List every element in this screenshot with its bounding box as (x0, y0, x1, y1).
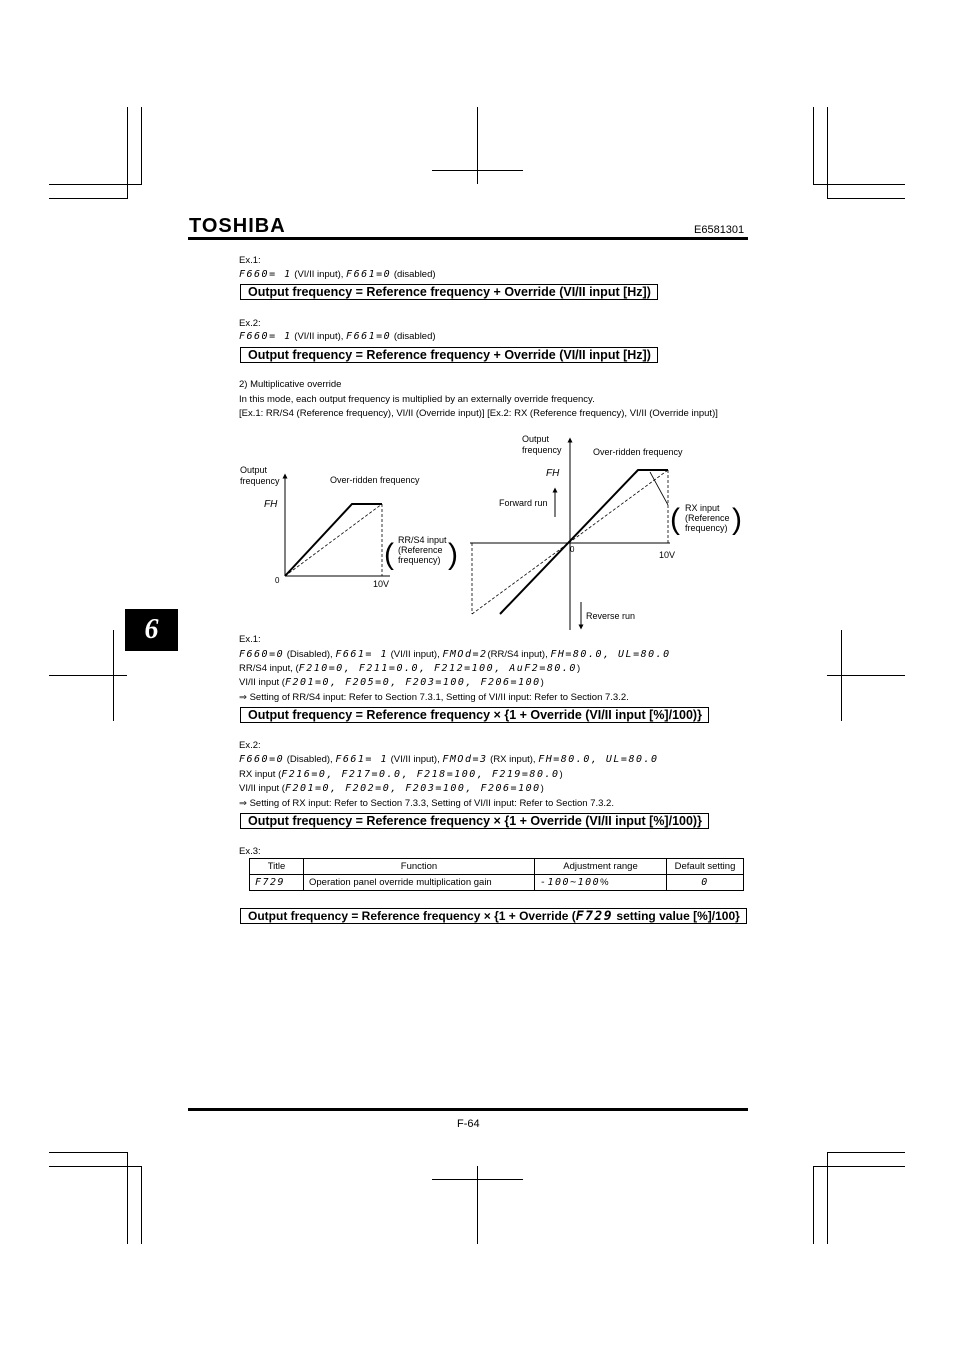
paren-open: ( (384, 538, 394, 571)
fh-label: FH (264, 499, 278, 510)
param-code: FMOd=3 (442, 754, 488, 765)
param-code: F661 (346, 269, 377, 280)
paren-open: ( (670, 503, 680, 536)
chapter-tab: 6 (125, 609, 178, 651)
param-value: = 1 (269, 269, 292, 280)
mult-heading: 2) Multiplicative override (239, 379, 342, 390)
ex2b-reference: ⇒ Setting of RX input: Refer to Section 7.3.3, Setting of VI/II input: Refer to Section 7.3.2. (239, 798, 614, 809)
param-code: F660 (239, 269, 270, 280)
mult-examples: [Ex.1: RR/S4 (Reference frequency), VI/II (Override input)] [Ex.2: RX (Reference frequency), VI/II (Override input)] (239, 408, 718, 419)
ex2b-line2 (239, 769, 563, 781)
cell-default: 0 (667, 875, 744, 891)
origin-label: 0 (570, 545, 575, 554)
param-text: ) (559, 769, 563, 780)
y-label-2: frequency (522, 445, 562, 455)
forward-label: Forward run (499, 498, 548, 508)
ex2a-formula-box: Output frequency = Reference frequency + Override (VI/II input [Hz]) (240, 347, 658, 363)
paren-close: ) (448, 538, 458, 571)
param-text: ) (576, 663, 581, 674)
param-text: (Disabled), (284, 649, 336, 660)
table-row (250, 875, 744, 891)
cell-title: F729 (250, 875, 304, 891)
input-label-3: frequency) (398, 555, 441, 565)
ex1b-reference: ⇒ Setting of RR/S4 input: Refer to Section 7.3.1, Setting of VI/II input: Refer to Section 7.3.2. (239, 692, 629, 703)
graph-rrs4 (230, 458, 470, 598)
mult-description: In this mode, each output frequency is multiplied by an externally override frequency. (239, 394, 595, 405)
input-label-1: RX input (685, 503, 720, 513)
curve-label: Over-ridden frequency (593, 447, 683, 457)
y-label-1: Output (522, 434, 550, 444)
formula-part-b: setting value [%]/100} (613, 909, 740, 923)
reference-line (285, 504, 382, 576)
document-id: E6581301 (694, 224, 745, 236)
cell-function: Operation panel override multiplication gain (304, 875, 535, 891)
param-text: (disabled) (391, 331, 436, 342)
ex2a-label: Ex.2: (239, 318, 261, 329)
input-label-1: RR/S4 input (398, 535, 447, 545)
ex2b-line3 (239, 783, 544, 795)
param-value: =0 (376, 331, 392, 342)
param-text: VI/II input ( (239, 677, 285, 688)
ex1b-label: Ex.1: (239, 634, 261, 645)
col-title: Title (250, 859, 304, 875)
brand-logo: TOSHIBA (189, 215, 286, 237)
param-text: ) (540, 783, 544, 794)
graph-rx (460, 430, 750, 635)
param-code: F660 (239, 331, 270, 342)
y-label-1: Output (240, 465, 268, 475)
origin-label: 0 (275, 576, 280, 585)
param-text: (VI/II input), (388, 754, 443, 765)
paren-close: ) (732, 503, 742, 536)
header-rule (188, 237, 748, 240)
param-code: F661= 1 (335, 649, 388, 660)
formula-param: F729 (575, 909, 614, 924)
ex1a-params (239, 269, 436, 281)
param-code: F661= 1 (335, 754, 388, 765)
ex1b-line1 (239, 649, 671, 661)
param-code: F660=0 (239, 649, 285, 660)
range-unit: % (600, 877, 609, 888)
x-max-label: 10V (373, 579, 390, 589)
override-curve (500, 470, 668, 614)
ex1a-formula-box: Output frequency = Reference frequency + Override (VI/II input [Hz]) (240, 284, 658, 300)
param-code: F216=0, F217=0.0, F218=100, F219=80.0 (281, 769, 560, 780)
param-code: F210=0, F211=0.0, F212=100, AuF2=80.0 (298, 663, 577, 674)
fh-label: FH (546, 468, 560, 479)
ex1a-label: Ex.1: (239, 255, 261, 266)
param-text: (RR/S4 input), (487, 649, 551, 660)
input-label-2: (Reference (398, 545, 443, 555)
param-text: (Disabled), (284, 754, 336, 765)
ex2b-line1 (239, 754, 659, 766)
page-number: F-64 (457, 1118, 480, 1130)
param-value: = 1 (269, 331, 292, 342)
input-label-2: (Reference (685, 513, 730, 523)
param-text: RX input ( (239, 769, 282, 780)
param-text: (disabled) (391, 269, 436, 280)
param-code: FH=80.0, UL=80.0 (538, 754, 659, 765)
param-text: RR/S4 input, ( (239, 663, 299, 674)
param-value: =0 (376, 269, 392, 280)
formula-part-a: Output frequency = Reference frequency × {1 + Override ( (248, 909, 576, 923)
param-code: F201=0, F202=0, F203=100, F206=100 (284, 783, 541, 794)
param-text: (VI/II input), (291, 269, 347, 280)
param-text: ) (540, 677, 544, 688)
param-text: (VI/II input), (291, 331, 347, 342)
param-code: F201=0, F205=0, F203=100, F206=100 (284, 677, 541, 688)
col-function: Function (304, 859, 535, 875)
ex3-label: Ex.3: (239, 846, 261, 857)
x-max-label: 10V (659, 550, 676, 560)
ex2b-label: Ex.2: (239, 740, 261, 751)
cell-range (535, 875, 667, 891)
param-code: F661 (346, 331, 377, 342)
col-range: Adjustment range (535, 859, 667, 875)
param-text: VI/II input ( (239, 783, 285, 794)
param-code: FH=80.0, UL=80.0 (550, 649, 671, 660)
col-default: Default setting (667, 859, 744, 875)
reverse-label: Reverse run (586, 611, 636, 621)
ex1b-formula-box: Output frequency = Reference frequency × {1 + Override (VI/II input [%]/100)} (240, 707, 709, 723)
range-value: -100~100 (540, 877, 601, 888)
param-code: F660=0 (239, 754, 285, 765)
ex2a-params (239, 331, 436, 343)
curve-label: Over-ridden frequency (330, 475, 420, 485)
table-header-row (250, 859, 744, 875)
ex1b-line3 (239, 677, 544, 689)
param-code: FMOd=2 (442, 649, 488, 660)
param-text: (RX input), (487, 754, 539, 765)
ex1b-line2 (239, 663, 580, 675)
ex3-formula-box (240, 908, 747, 924)
ex2b-formula-box: Output frequency = Reference frequency × {1 + Override (VI/II input [%]/100)} (240, 813, 709, 829)
parameter-table (249, 858, 744, 891)
y-label-2: frequency (240, 476, 280, 486)
param-text: (VI/II input), (388, 649, 443, 660)
input-label-3: frequency) (685, 523, 728, 533)
footer-rule (188, 1108, 748, 1111)
